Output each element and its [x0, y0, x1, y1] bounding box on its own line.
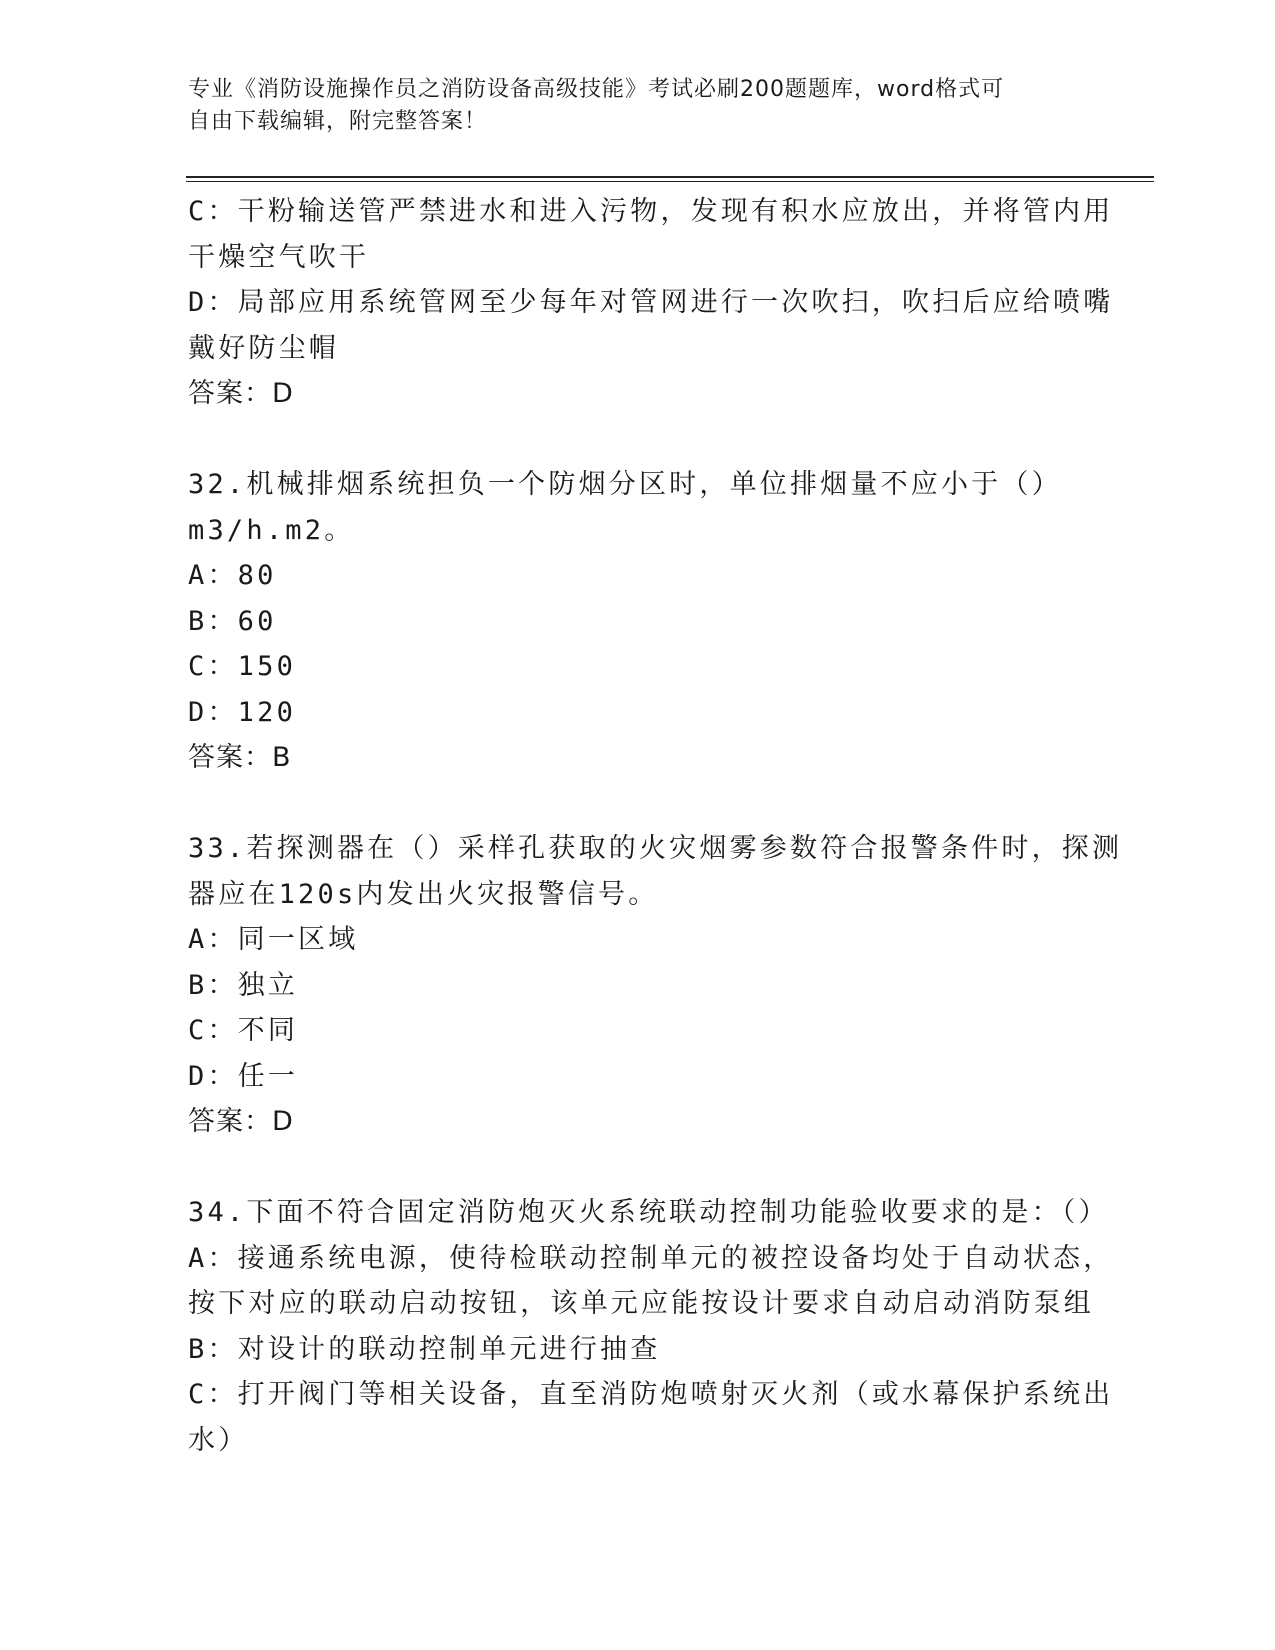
- option-a: A：80: [188, 560, 277, 591]
- question-stem-line-2: 器应在120s内发出火灾报警信号。: [188, 878, 659, 910]
- option-c-line-2: 水）: [188, 1424, 249, 1456]
- question-stem-line-2: m3/h.m2。: [188, 514, 355, 546]
- option-b: B：60: [188, 605, 277, 637]
- answer-text: 答案：D: [188, 378, 294, 409]
- question-34: [188, 1190, 1114, 1463]
- option-d-line-1: D：局部应用系统管网至少每年对管网进行一次吹扫，吹扫后应给喷嘴: [188, 287, 1114, 318]
- option-a: A：同一区域: [188, 924, 359, 955]
- spacer: [188, 417, 1088, 463]
- option-a-line-1: A：接通系统电源，使待检联动控制单元的被控设备均处于自动状态，: [188, 1242, 1114, 1274]
- spacer: [188, 781, 1088, 827]
- option-c: C：不同: [188, 1015, 299, 1046]
- question-31-continuation: [188, 189, 1114, 417]
- option-a-line-2: 按下对应的联动启动按钮，该单元应能按设计要求自动启动消防泵组: [188, 1288, 1094, 1319]
- option-c-line-1: C：打开阀门等相关设备，直至消防炮喷射灭火剂（或水幕保护系统出: [188, 1379, 1114, 1410]
- question-stem: 34.下面不符合固定消防炮灭火系统联动控制功能验收要求的是：（）: [188, 1197, 1109, 1228]
- question-32: [188, 462, 1088, 781]
- option-d: D：120: [188, 696, 297, 728]
- header-divider-thick: [186, 176, 1154, 178]
- question-stem-line-1: 33.若探测器在（）采样孔获取的火灾烟雾参数符合报警条件时，探测: [188, 833, 1123, 864]
- option-d: D：任一: [188, 1060, 299, 1092]
- document-body: [188, 189, 1123, 1463]
- option-b: B：对设计的联动控制单元进行抽查: [188, 1333, 661, 1365]
- question-33: [188, 826, 1123, 1145]
- answer-text: 答案：D: [188, 1106, 294, 1137]
- option-b: B：独立: [188, 969, 299, 1001]
- option-d-line-2: 戴好防尘帽: [188, 332, 339, 364]
- spacer: [188, 1145, 1088, 1191]
- option-c-line-1: C：干粉输送管严禁进水和进入污物，发现有积水应放出，并将管内用: [188, 196, 1114, 227]
- header-line-1: 专业《消防设施操作员之消防设备高级技能》考试必刷200题题库，word格式可: [188, 77, 1005, 102]
- option-c: C：150: [188, 651, 297, 682]
- header-divider-thin: [186, 181, 1154, 182]
- option-c-line-2: 干燥空气吹干: [188, 241, 370, 273]
- answer-text: 答案：B: [188, 742, 292, 773]
- document-header: [188, 74, 1068, 138]
- header-line-2: 自由下载编辑，附完整答案！: [188, 109, 488, 134]
- question-stem-line-1: 32.机械排烟系统担负一个防烟分区时，单位排烟量不应小于（）: [188, 469, 1062, 500]
